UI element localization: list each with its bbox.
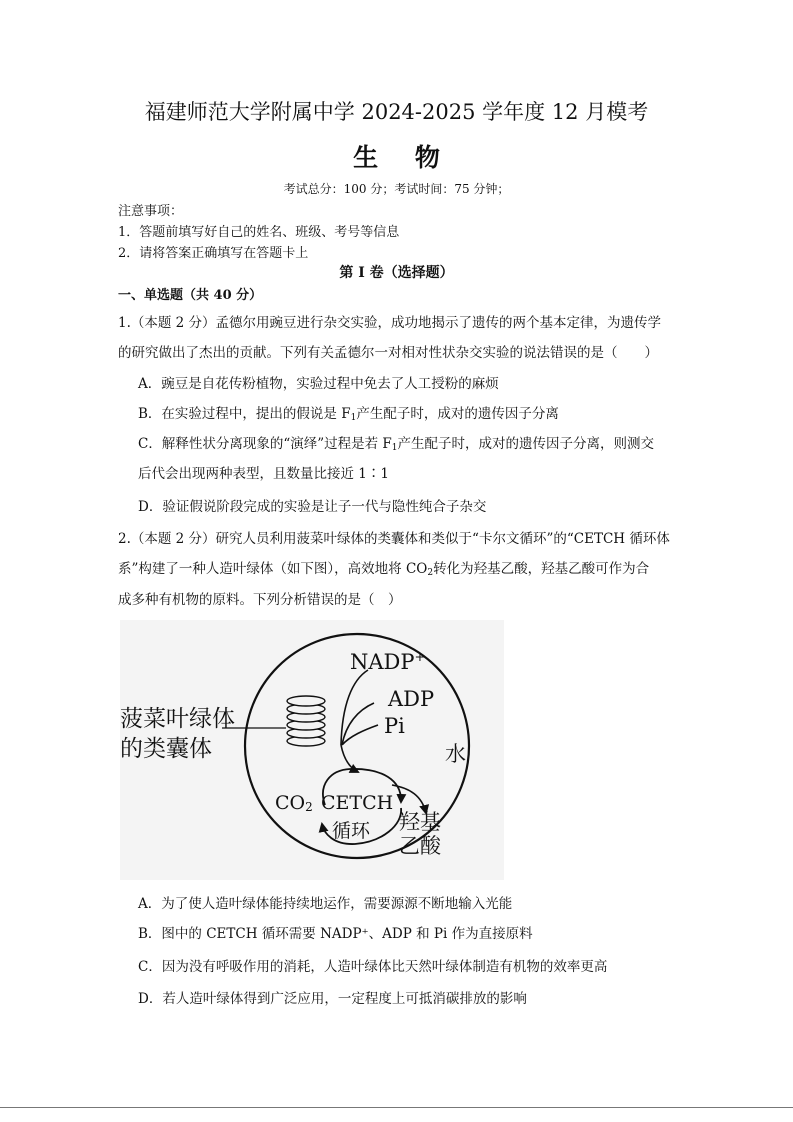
q1-option-b-text: B．在实验过程中，提出的假说是 F [138, 406, 351, 422]
q1-option-b [138, 402, 559, 423]
notes-item: 2．请将答案正确填写在答题卡上 [118, 246, 309, 261]
cycle-label: 循环 [332, 820, 371, 842]
product-label-line2: 乙酸 [399, 834, 441, 858]
q1-option-c [138, 432, 654, 453]
q1-stem-line1: 1.（本题 2 分）孟德尔用豌豆进行杂交实验，成功地揭示了遗传的两个基本定律，为遗传学 [118, 315, 662, 331]
q2-stem-line3: 成多种有机物的原料。下列分析错误的是（ ） [118, 592, 402, 608]
co2-label [275, 792, 313, 814]
q2-option-c: C．因为没有呼吸作用的消耗，人造叶绿体比天然叶绿体制造有机物的效率更高 [138, 959, 608, 975]
nadp-text: NADP [350, 650, 415, 674]
co2-text: CO [275, 792, 306, 814]
part-title: 第 I 卷（选择题） [339, 265, 454, 281]
q2-stem-text: 系”构建了一种人造叶绿体（如下图），高效地将 CO [118, 561, 428, 577]
q1-option-c-line2: 后代会出现两种表型，且数量比接近 1∶1 [138, 466, 389, 482]
cetch-label: CETCH [321, 792, 394, 814]
q2-stem-line1: 2.（本题 2 分）研究人员利用菠菜叶绿体的类囊体和类似于“卡尔文循环”的“CETCH 循环体 [118, 531, 670, 547]
q2-option-b: B．图中的 CETCH 循环需要 NADP⁺、ADP 和 Pi 作为直接原料 [138, 926, 533, 942]
subscript: 1 [391, 443, 398, 453]
thylakoid-stack-icon [287, 696, 325, 746]
thylakoid-label-line2: 的类囊体 [120, 736, 212, 762]
subscript: 2 [305, 800, 313, 814]
adp-arrow-curve [342, 703, 374, 745]
q1-stem-line2: 的研究做出了杰出的贡献。下列有关孟德尔一对相对性状杂交实验的说法错误的是（ ） [118, 345, 658, 361]
q1-option-a: A．豌豆是自花传粉植物，实验过程中免去了人工授粉的麻烦 [138, 376, 499, 392]
water-label: 水 [445, 742, 466, 766]
subject-title: 生 物 [353, 143, 454, 172]
nadp-label [350, 650, 425, 674]
q1-option-c-text: 产生配子时，成对的遗传因子分离，则测交 [397, 436, 655, 452]
section-title: 一、单选题（共 40 分） [118, 288, 263, 303]
q2-stem-line2 [118, 557, 649, 578]
q1-option-d: D．验证假说阶段完成的实验是让子一代与隐性纯合子杂交 [138, 499, 487, 515]
exam-title: 福建师范大学附属中学 2024-2025 学年度 12 月模考 [144, 100, 649, 124]
adp-label: ADP [388, 687, 435, 711]
page-bottom-rule [0, 1107, 793, 1108]
q1-option-b-text: 产生配子时，成对的遗传因子分离 [356, 406, 559, 422]
subscript: 2 [427, 568, 434, 578]
pi-label: Pi [384, 714, 405, 738]
subscript: 1 [350, 413, 357, 423]
atp-flow-arrow [341, 745, 358, 772]
superscript: + [414, 650, 426, 665]
exam-info: 考试总分：100 分；考试时间：75 分钟； [283, 182, 510, 196]
q1-option-c-text: C．解释性状分离现象的“演绎”过程是若 F [138, 436, 392, 452]
q2-option-d: D．若人造叶绿体得到广泛应用，一定程度上可抵消碳排放的影响 [138, 991, 527, 1007]
q2-stem-text: 转化为羟基乙酸，羟基乙酸可作为合 [433, 561, 650, 577]
q2-option-a: A．为了使人造叶绿体能持续地运作，需要源源不断地输入光能 [138, 896, 513, 912]
artificial-chloroplast-figure [120, 620, 504, 880]
product-label-line1: 羟基 [399, 810, 441, 834]
thylakoid-label-line1: 菠菜叶绿体 [120, 706, 235, 732]
notes-heading: 注意事项： [118, 204, 184, 219]
notes-item: 1．答题前填写好自己的姓名、班级、考号等信息 [118, 225, 400, 240]
